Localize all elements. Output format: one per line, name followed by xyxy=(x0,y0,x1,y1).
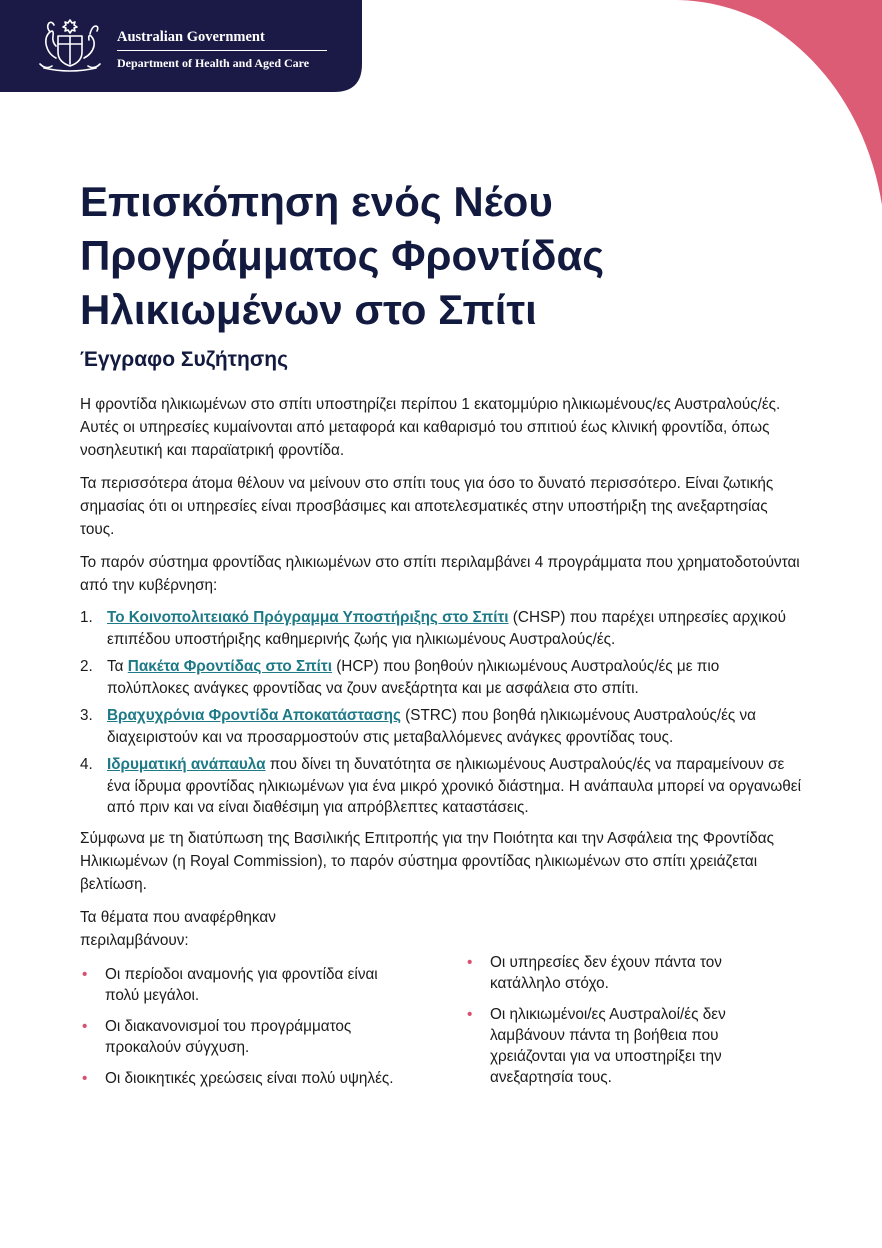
program-text: (STRC) που βοηθά ηλικιωμένους Αυστραλούς/ές να διαχειριστούν και να προσαρμοστούν στις μεταβαλλόμενες ανάγκες φροντίδας τους. xyxy=(107,707,757,746)
issues-list xyxy=(80,964,465,1089)
program-text: (HCP) που βοηθούν ηλικιωμένους Αυστραλούς/ές με πιο πολύπλοκες ανάγκες φροντίδας να ζουν ανεξάρτητα και με ασφάλεια στο σπίτι. xyxy=(107,658,720,697)
bullet-icon: • xyxy=(467,1005,473,1023)
program-item xyxy=(80,705,805,748)
bullet-icon: • xyxy=(467,953,473,971)
programs-list xyxy=(80,607,805,819)
program-link-chsp[interactable]: Το Κοινοπολιτειακό Πρόγραμμα Υποστήριξης στο Σπίτι xyxy=(107,609,509,626)
header-banner xyxy=(0,0,362,92)
list-item xyxy=(465,952,780,994)
coat-of-arms-icon xyxy=(30,14,110,74)
program-text: (CHSP) που παρέχει υπηρεσίες αρχικού επιπέδου υποστήριξης καθημερινής ζωής για ηλικιωμένους Αυστραλούς/ές. xyxy=(107,609,786,648)
list-item xyxy=(80,964,405,1006)
issue-text: Οι περίοδοι αναμονής για φροντίδα είναι πολύ μεγάλοι. xyxy=(105,965,378,1004)
list-item xyxy=(465,1004,780,1088)
issues-list xyxy=(465,952,805,1088)
program-item xyxy=(80,607,805,650)
title-line: Προγράμματος Φροντίδας xyxy=(80,232,605,279)
page-title xyxy=(80,175,780,337)
list-number: 1. xyxy=(80,609,93,626)
paragraph: Τα περισσότερα άτομα θέλουν να μείνουν στο σπίτι τους για όσο το δυνατό περισσότερο. Είναι ζωτικής σημασίας ότι οι υπηρεσίες είναι προσβάσιμες και αποτελεσματικές στην υποστήριξη της ανεξαρτησίας τους. xyxy=(80,475,774,538)
list-number: 3. xyxy=(80,707,93,724)
program-item xyxy=(80,656,805,699)
issue-text: Οι διακανονισμοί του προγράμματος προκαλούν σύγχυση. xyxy=(105,1017,352,1056)
program-text: που δίνει τη δυνατότητα σε ηλικιωμένους Αυστραλούς/ές να παραμείνουν σε ένα ίδρυμα φροντίδας ηλικιωμένων για ένα μικρό χρονικό διάστημα. Η ανάπαυλα μπορεί να οργανωθεί από πριν και να είναι διαθέσιμη για απρόβλεπτες καταστάσεις. xyxy=(107,756,802,816)
list-item xyxy=(80,1068,405,1089)
title-line: Ηλικιωμένων στο Σπίτι xyxy=(80,286,537,333)
issues-intro: Τα θέματα που αναφέρθηκαν περιλαμβάνουν: xyxy=(80,908,276,949)
list-number: 2. xyxy=(80,658,93,675)
paragraph: Το παρόν σύστημα φροντίδας ηλικιωμένων στο σπίτι περιλαμβάνει 4 προγράμματα που χρηματοδοτούνται από την κυβέρνηση: xyxy=(80,554,800,594)
bullet-icon: • xyxy=(82,1069,88,1087)
bullet-icon: • xyxy=(82,965,88,983)
issue-text: Οι ηλικιωμένοι/ες Αυστραλοί/ές δεν λαμβάνουν πάντα τη βοήθεια που χρειάζονται για να υποστηρίξει την ανεξαρτησία τους. xyxy=(490,1005,726,1086)
issues-columns xyxy=(80,953,805,1099)
list-number: 4. xyxy=(80,756,93,773)
program-link-respite[interactable]: Ιδρυματική ανάπαυλα xyxy=(107,756,266,773)
header-divider xyxy=(117,50,327,51)
issue-text: Οι διοικητικές χρεώσεις είναι πολύ υψηλές. xyxy=(105,1069,394,1087)
issues-column-left xyxy=(80,964,465,1099)
program-item xyxy=(80,754,805,819)
bullet-icon: • xyxy=(82,1017,88,1035)
list-item xyxy=(80,1016,405,1058)
paragraph: Σύμφωνα με τη διατύπωση της Βασιλικής Επιτροπής για την Ποιότητα και την Ασφάλεια της Φροντίδας Ηλικιωμένων (η Royal Commission), το παρόν σύστημα φροντίδας ηλικιωμένων στο σπίτι χρειάζεται βελτίωση. xyxy=(80,829,774,893)
program-link-hcp[interactable]: Πακέτα Φροντίδας στο Σπίτι xyxy=(127,658,332,675)
program-prefix: Τα xyxy=(107,658,128,675)
government-name: Australian Government xyxy=(117,29,265,45)
document-body xyxy=(80,393,805,1099)
program-link-strc[interactable]: Βραχυχρόνια Φροντίδα Αποκατάστασης xyxy=(107,707,401,724)
issues-column-right xyxy=(465,952,805,1099)
paragraph: Η φροντίδα ηλικιωμένων στο σπίτι υποστηρίζει περίπου 1 εκατομμύριο ηλικιωμένους/ες Αυστραλούς/ές. Αυτές οι υπηρεσίες κυμαίνονται από μεταφορά και καθαρισμό του σπιτιού έως κλινική φροντίδα, όπως νοσηλευτική και παραϊατρική φροντίδα. xyxy=(80,396,781,459)
document-subtitle: Έγγραφο Συζήτησης xyxy=(80,348,288,371)
department-name: Department of Health and Aged Care xyxy=(117,56,310,70)
title-line: Επισκόπηση ενός Νέου xyxy=(80,178,553,225)
issue-text: Οι υπηρεσίες δεν έχουν πάντα τον κατάλληλο στόχο. xyxy=(490,953,722,992)
